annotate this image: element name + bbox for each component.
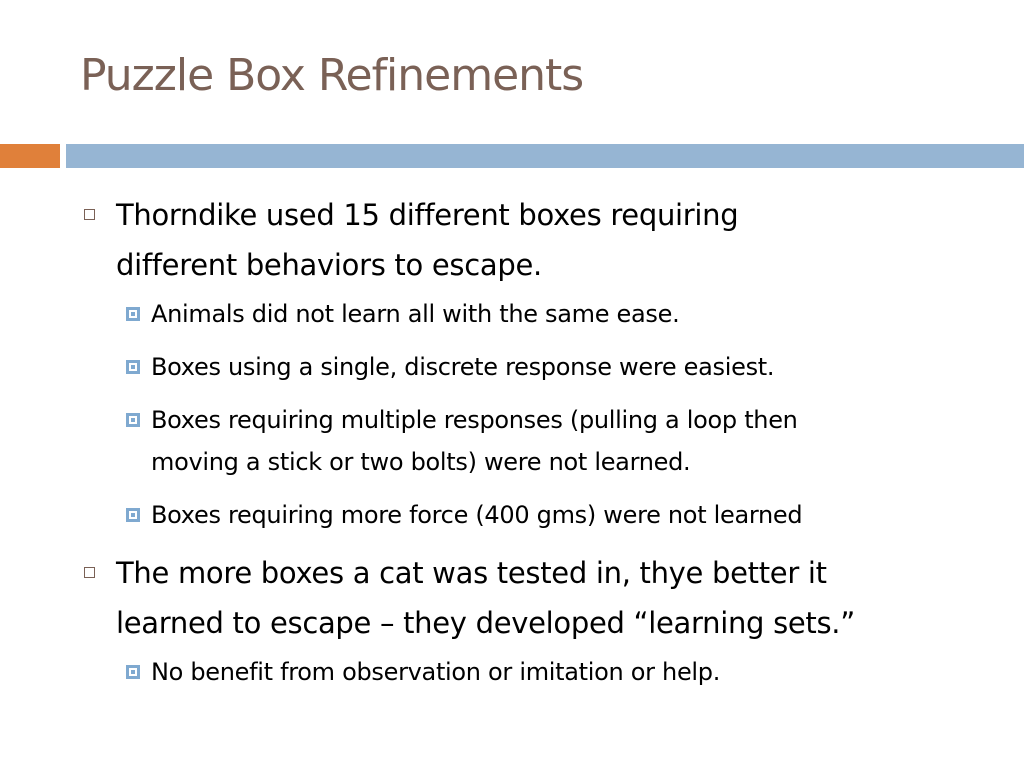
square-bullet-icon [126, 413, 140, 427]
sub-bullet-item [80, 399, 980, 483]
hollow-square-bullet-icon [84, 209, 95, 220]
sub-bullet-text-line: moving a stick or two bolts) were not learned. [151, 448, 691, 476]
sub-bullet-item [80, 293, 980, 335]
bullet-text-line: The more boxes a cat was tested in, thye better it [116, 556, 827, 590]
bullet-item [80, 548, 980, 648]
square-bullet-icon [126, 508, 140, 522]
bullet-text-line: learned to escape – they developed “learning sets.” [116, 606, 855, 640]
accent-bar-blue [66, 144, 1024, 168]
bullet-text-line: Thorndike used 15 different boxes requiring [116, 198, 739, 232]
bullet-item [80, 190, 980, 290]
accent-bar-orange [0, 144, 60, 168]
square-bullet-icon [126, 307, 140, 321]
bullet-text-line: different behaviors to escape. [116, 248, 542, 282]
sub-bullet-text: Animals did not learn all with the same ease. [151, 300, 680, 328]
square-bullet-icon [126, 665, 140, 679]
sub-bullet-item [80, 494, 980, 536]
sub-bullet-item [80, 651, 980, 693]
hollow-square-bullet-icon [84, 567, 95, 578]
square-bullet-icon [126, 360, 140, 374]
sub-bullet-text: No benefit from observation or imitation or help. [151, 658, 721, 686]
slide-title: Puzzle Box Refinements [80, 50, 584, 101]
bullet-list [80, 190, 980, 693]
sub-bullet-text: Boxes requiring more force (400 gms) were not learned [151, 501, 803, 529]
sub-bullet-item [80, 346, 980, 388]
sub-bullet-text-line: Boxes requiring multiple responses (pulling a loop then [151, 406, 798, 434]
sub-bullet-text: Boxes using a single, discrete response were easiest. [151, 353, 775, 381]
